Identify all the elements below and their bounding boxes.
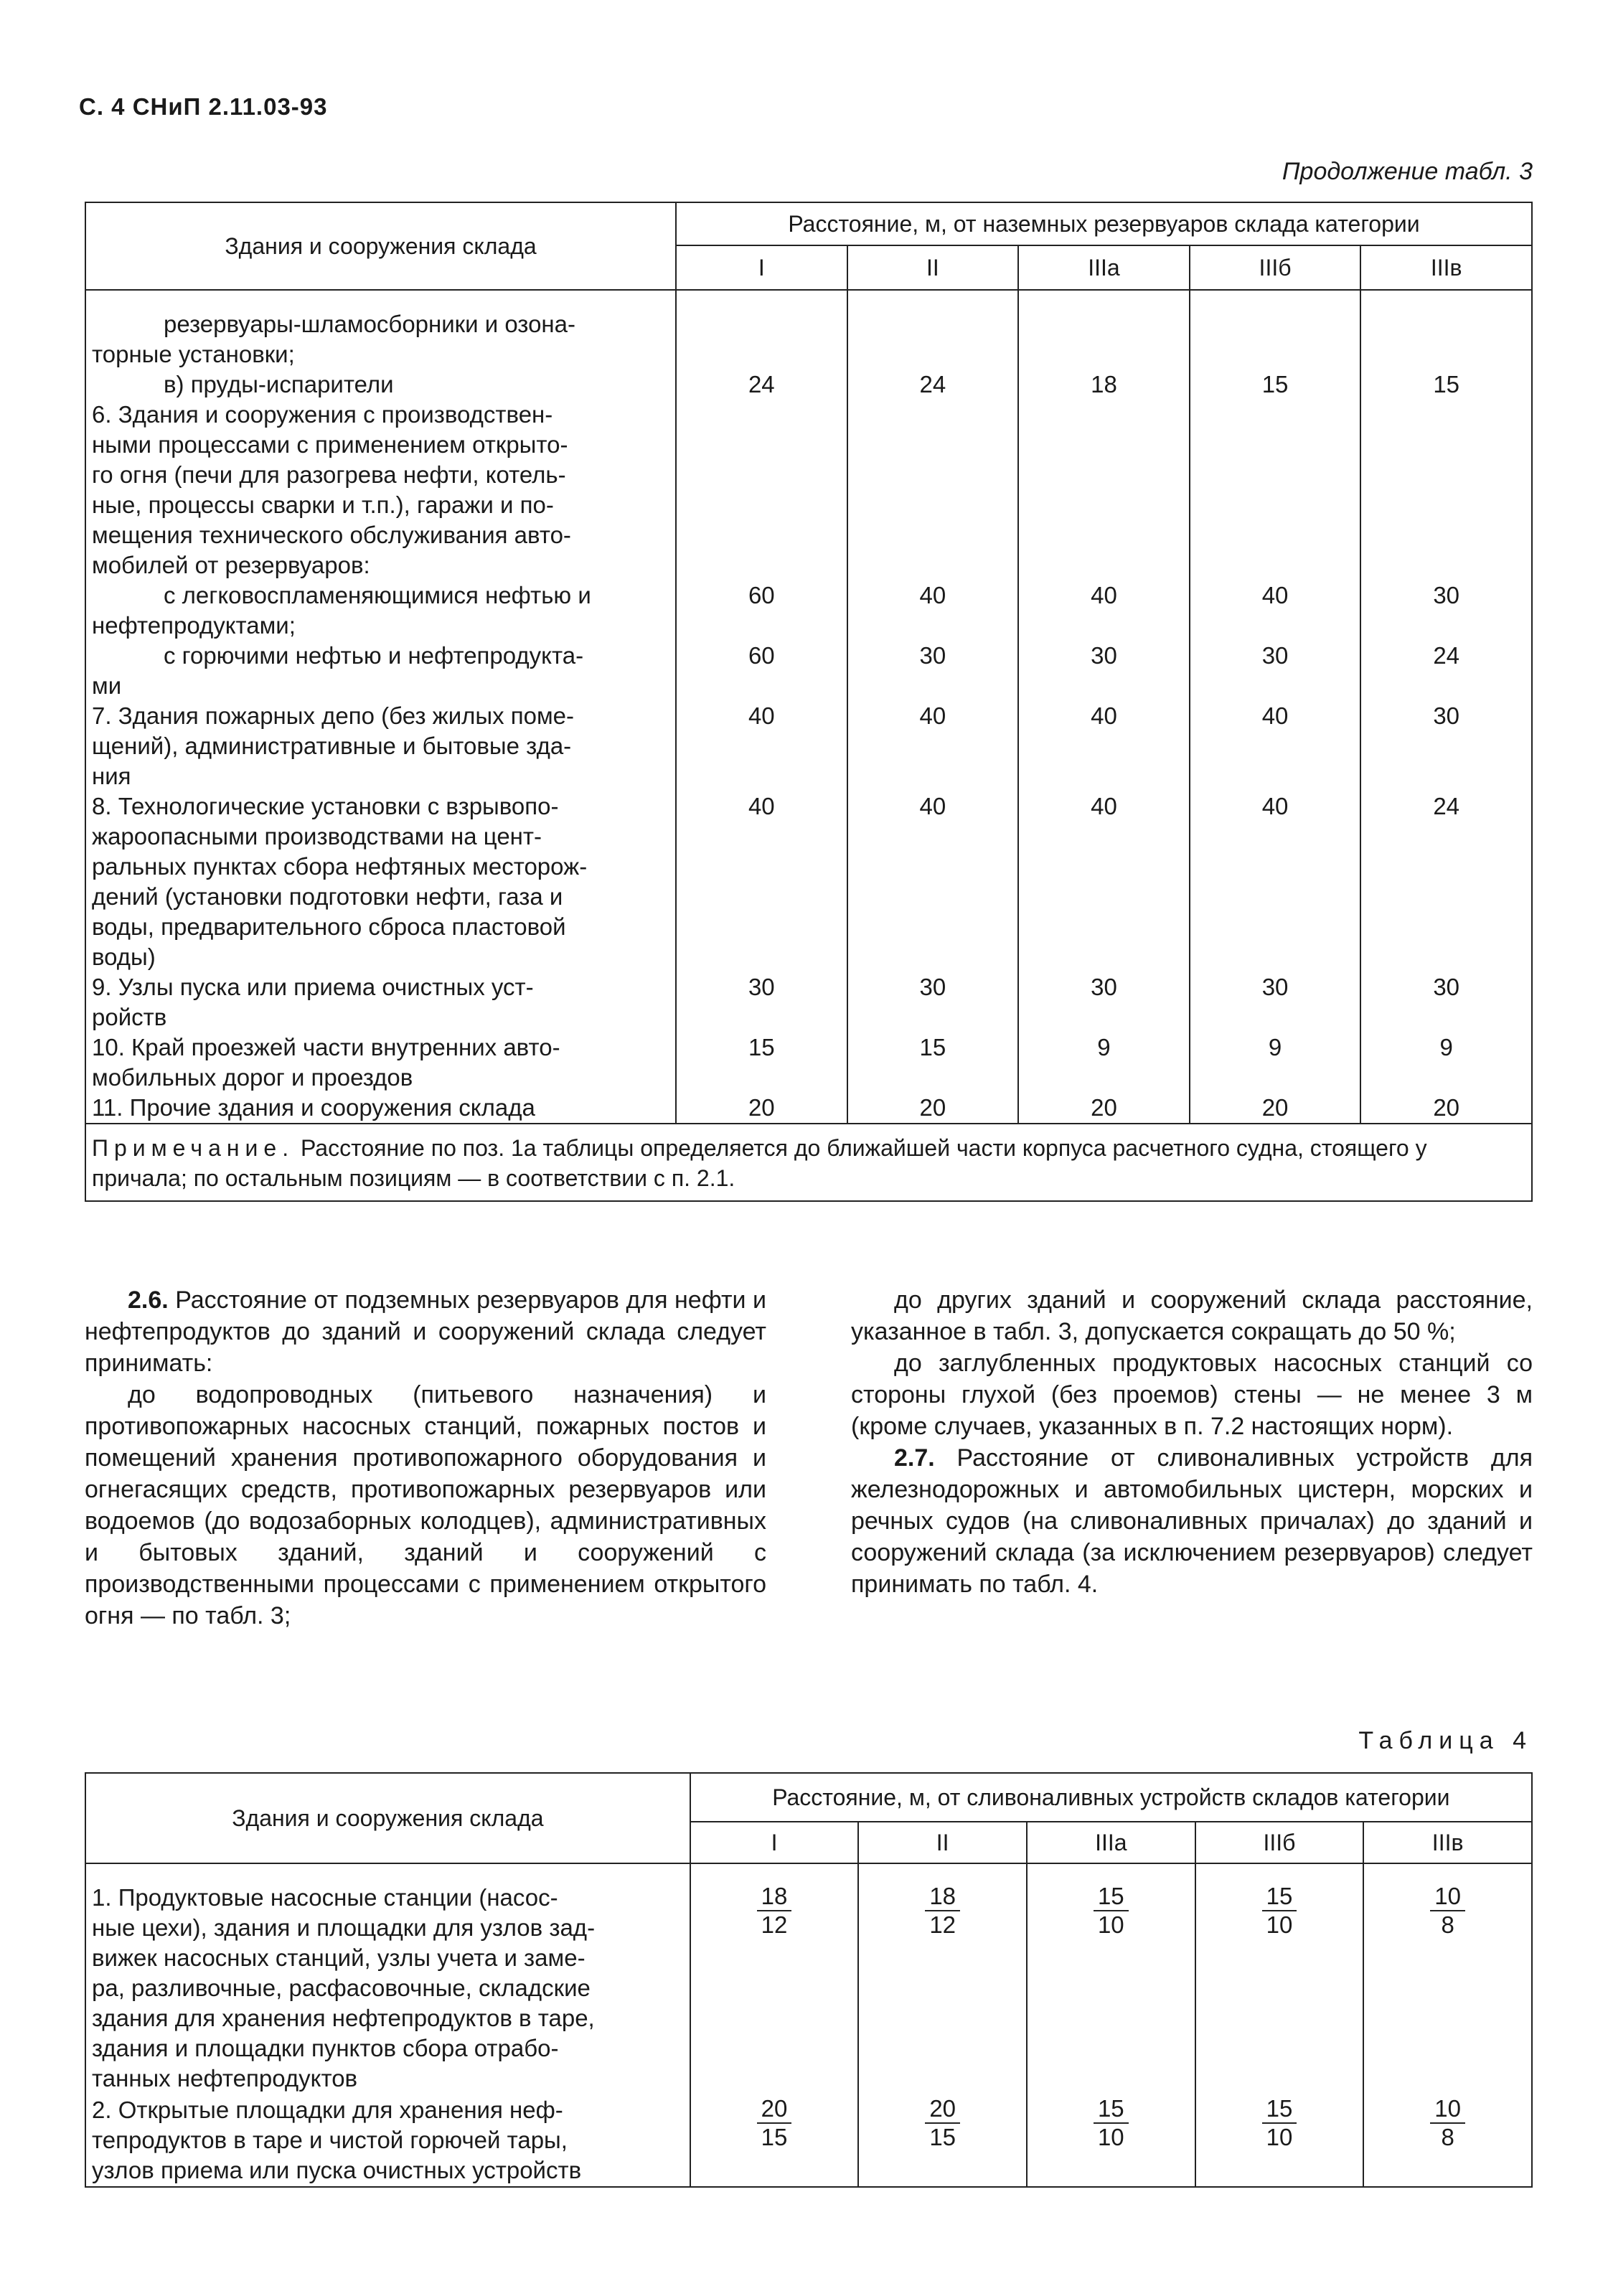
row-label-line: 10. Край проезжей части внутренних авто- (92, 1034, 560, 1060)
cell-value (1360, 290, 1532, 370)
table-row (85, 2094, 1532, 2187)
table-row (85, 290, 1532, 370)
table4-group-header: Расстояние, м, от сливоналивных устройств складов категории (690, 1773, 1532, 1822)
row-label-line: ральных пунктах сбора нефтяных месторож- (92, 853, 588, 880)
cell-value: 60 (676, 641, 847, 701)
fraction-numerator: 20 (757, 2095, 792, 2124)
cell-value: 30 (1018, 641, 1190, 701)
row-label (85, 641, 676, 701)
cell-value (1190, 400, 1361, 580)
row-label-line: дений (установки подготовки нефти, газа и (92, 883, 563, 910)
cell-value: 15 (1433, 371, 1460, 397)
row-label-line: воды, предварительного сброса пластовой (92, 913, 566, 940)
cell-value: 30 (1433, 702, 1460, 729)
cell-value (1195, 2094, 1364, 2187)
cell-value: 9 (1018, 1032, 1190, 1093)
row-label-line: 8. Технологические установки с взрывопо- (92, 793, 559, 819)
table3-col-name-header: Здания и сооружения склада (85, 202, 676, 290)
paragraph (851, 1347, 1533, 1442)
row-label (85, 580, 676, 641)
table4-label: Таблица 4 (1358, 1727, 1533, 1754)
row-label-line: 2. Открытые площадки для хранения неф- (92, 2097, 563, 2123)
fraction (1094, 2095, 1129, 2151)
category-header: II (847, 245, 1019, 290)
cell-value (1195, 1863, 1364, 2094)
fraction-denominator: 15 (761, 2124, 788, 2150)
cell-value: 30 (1433, 582, 1460, 608)
table3-note (85, 1124, 1532, 1201)
row-label-line: го огня (печи для разогрева нефти, котель- (92, 461, 566, 488)
clause-number: 2.6. (128, 1286, 169, 1314)
fraction-denominator: 10 (1266, 2124, 1293, 2150)
fraction-numerator: 15 (1262, 2095, 1297, 2124)
row-label-line: 11. Прочие здания и сооружения склада (92, 1094, 535, 1121)
fraction (1262, 2095, 1297, 2151)
row-label (85, 1863, 690, 2094)
paragraph-text: Расстояние от сливоналивных устройств для железнодорожных и автомобильных цистерн, морских и речных судов (на сливоналивных причалах) до зданий и сооружений склада (за исключением резервуаров) следует принимать по табл. 4. (851, 1444, 1533, 1598)
fraction-numerator: 20 (925, 2095, 960, 2124)
cell-value: 24 (676, 370, 847, 400)
row-label-line: ния (92, 763, 131, 789)
table-row (85, 1093, 1532, 1124)
cell-value (1018, 290, 1190, 370)
cell-value (1190, 290, 1361, 370)
cell-value: 20 (1190, 1093, 1361, 1124)
row-label (85, 972, 676, 1032)
category-header: IIIв (1360, 245, 1532, 290)
cell-value: 40 (676, 701, 847, 791)
row-label-line: ными процессами с применением открыто- (92, 431, 568, 458)
table-row (85, 791, 1532, 972)
fraction (757, 2095, 792, 2151)
row-label-line: с легковоспламеняющимися нефтью и (164, 582, 591, 608)
cell-value (1360, 400, 1532, 580)
row-label-line: торные установки; (92, 341, 295, 367)
category-header: IIIа (1027, 1822, 1195, 1863)
cell-value: 40 (847, 580, 1019, 641)
cell-value: 18 (1018, 370, 1190, 400)
cell-value: 30 (847, 641, 1019, 701)
note-label: Примечание. (92, 1135, 295, 1161)
fraction (1094, 1883, 1129, 1939)
row-label-line: 9. Узлы пуска или приема очистных уст- (92, 974, 534, 1000)
table-row (85, 370, 1532, 400)
cell-value (676, 290, 847, 370)
row-label-line: 1. Продуктовые насосные станции (насос- (92, 1884, 558, 1911)
cell-value (690, 2094, 859, 2187)
paragraph-text: Расстояние от подземных резервуаров для нефти и нефтепродуктов до зданий и сооружений склада следует принимать: (85, 1286, 766, 1377)
fraction-denominator: 15 (929, 2124, 956, 2150)
paragraph (851, 1284, 1533, 1347)
table-row (85, 701, 1532, 791)
cell-value: 30 (676, 972, 847, 1032)
cell-value: 40 (1190, 580, 1361, 641)
row-label-line: резервуары-шламосборники и озона- (164, 311, 575, 337)
row-label-line: щений), административные и бытовые зда- (92, 733, 572, 759)
table-row (85, 1863, 1532, 2094)
cell-value: 20 (676, 1093, 847, 1124)
cell-value: 30 (1018, 972, 1190, 1032)
text-column-left (85, 1284, 766, 1632)
category-header: IIIб (1190, 245, 1361, 290)
row-label-line: воды) (92, 944, 156, 970)
category-header: II (858, 1822, 1027, 1863)
cell-value: 30 (1190, 972, 1361, 1032)
row-label-line: мобилей от резервуаров: (92, 552, 370, 578)
row-label-line: с горючими нефтью и нефтепродукта- (164, 642, 584, 669)
cell-value: 15 (1190, 370, 1361, 400)
fraction (757, 1883, 792, 1939)
cell-value (847, 400, 1019, 580)
fraction-numerator: 15 (1094, 2095, 1129, 2124)
fraction-denominator: 12 (761, 1911, 788, 1938)
row-label-line: ми (92, 672, 122, 699)
table4-col-name-header: Здания и сооружения склада (85, 1773, 690, 1863)
paragraph-text: до заглубленных продуктовых насосных станций со стороны глухой (без проемов) стены — не менее 3 м (кроме случаев, указанных в п. 7.2 настоящих норм). (851, 1350, 1533, 1440)
cell-value: 40 (1018, 580, 1190, 641)
row-label-line: здания и площадки пунктов сбора отрабо- (92, 2035, 559, 2061)
fraction-numerator: 10 (1430, 2095, 1465, 2124)
table-row (85, 400, 1532, 580)
row-label-line: ные, процессы сварки и т.п.), гаражи и по- (92, 491, 554, 518)
cell-value: 40 (1190, 791, 1361, 972)
fraction (1262, 1883, 1297, 1939)
cell-value: 24 (1433, 642, 1460, 669)
fraction-numerator: 18 (757, 1883, 792, 1911)
cell-value (847, 290, 1019, 370)
row-label-line: жароопасными производствами на цент- (92, 823, 542, 850)
cell-value (1027, 2094, 1195, 2187)
row-label-line: вижек насосных станций, узлы учета и заме- (92, 1944, 586, 1971)
row-label (85, 701, 676, 791)
table-row (85, 580, 1532, 641)
category-header: I (676, 245, 847, 290)
cell-value: 40 (847, 701, 1019, 791)
cell-value: 40 (1190, 701, 1361, 791)
table-row (85, 641, 1532, 701)
table3-group-header: Расстояние, м, от наземных резервуаров склада категории (676, 202, 1532, 245)
cell-value: 40 (1018, 701, 1190, 791)
cell-value (1363, 1863, 1532, 2094)
category-header: IIIб (1195, 1822, 1364, 1863)
cell-value: 40 (1018, 791, 1190, 972)
fraction-denominator: 10 (1097, 2124, 1124, 2150)
cell-value: 40 (847, 791, 1019, 972)
paragraph (851, 1442, 1533, 1600)
fraction (925, 1883, 960, 1939)
row-label-line: нефтепродуктами; (92, 612, 296, 639)
fraction-denominator: 8 (1441, 1911, 1454, 1938)
fraction-denominator: 8 (1441, 2124, 1454, 2150)
paragraph-text: до других зданий и сооружений склада расстояние, указанное в табл. 3, допускается сокращать до 50 %; (851, 1286, 1533, 1345)
category-header: IIIв (1363, 1822, 1532, 1863)
fraction-numerator: 15 (1094, 1883, 1129, 1911)
paragraph (85, 1379, 766, 1632)
row-label (85, 791, 676, 972)
table-3 (85, 202, 1533, 1202)
category-header: I (690, 1822, 859, 1863)
fraction-numerator: 15 (1262, 1883, 1297, 1911)
cell-value: 30 (1190, 641, 1361, 701)
cell-value (1018, 400, 1190, 580)
cell-value: 30 (847, 972, 1019, 1032)
row-label-line: ра, разливочные, расфасовочные, складские (92, 1975, 591, 2001)
row-label (85, 370, 676, 400)
cell-value (858, 2094, 1027, 2187)
row-label-line: тепродуктов в таре и чистой горючей тары, (92, 2127, 568, 2153)
category-header: IIIа (1018, 245, 1190, 290)
table-row (85, 972, 1532, 1032)
row-label-line: мещения технического обслуживания авто- (92, 522, 571, 548)
row-label (85, 400, 676, 580)
cell-value (690, 1863, 859, 2094)
row-label-line: 7. Здания пожарных депо (без жилых поме- (92, 702, 575, 729)
row-label-line: 6. Здания и сооружения с производствен- (92, 401, 553, 428)
row-label (85, 1093, 676, 1124)
text-column-right (851, 1284, 1533, 1600)
cell-value: 40 (676, 791, 847, 972)
cell-value: 24 (1433, 793, 1460, 819)
cell-value: 9 (1190, 1032, 1361, 1093)
row-label-line: ройств (92, 1004, 167, 1030)
row-label (85, 290, 676, 370)
cell-value (676, 400, 847, 580)
table-row (85, 1032, 1532, 1093)
cell-value: 9 (1439, 1034, 1453, 1060)
cell-value: 20 (847, 1093, 1019, 1124)
fraction-numerator: 18 (925, 1883, 960, 1911)
row-label-line: узлов приема или пуска очистных устройств (92, 2157, 582, 2183)
cell-value (858, 1863, 1027, 2094)
fraction (1430, 1883, 1465, 1939)
row-label (85, 1032, 676, 1093)
row-label-line: ные цехи), здания и площадки для узлов зад- (92, 1914, 596, 1941)
table-4 (85, 1772, 1533, 2188)
row-label-line: танных нефтепродуктов (92, 2065, 358, 2092)
row-label (85, 2094, 690, 2187)
row-label-line: мобильных дорог и проездов (92, 1064, 413, 1091)
cell-value (1363, 2094, 1532, 2187)
clause-number: 2.7. (894, 1444, 935, 1472)
paragraph (85, 1284, 766, 1379)
paragraph-text: до водопроводных (питьевого назначения) и противопожарных насосных станций, пожарных постов и помещений хранения противопожарного оборудования и огнегасящих средств, противопожарных резервуаров или водоемов (до водозаборных колодцев), административных и бытовых зданий, зданий и сооружений с производственными процессами с применением открытого огня — по табл. 3; (85, 1381, 766, 1629)
cell-value: 30 (1433, 974, 1460, 1000)
cell-value: 60 (676, 580, 847, 641)
cell-value: 20 (1018, 1093, 1190, 1124)
fraction-denominator: 10 (1097, 1911, 1124, 1938)
cell-value: 24 (847, 370, 1019, 400)
note-text: Расстояние по поз. 1а таблицы определяется до ближайшей части корпуса расчетного судна, стоящего у причала; по остальным позициям — в соответствии с п. 2.1. (92, 1135, 1427, 1191)
cell-value (1027, 1863, 1195, 2094)
fraction-denominator: 12 (929, 1911, 956, 1938)
fraction (925, 2095, 960, 2151)
page-header: С. 4 СНиП 2.11.03-93 (79, 93, 328, 120)
row-label-line: в) пруды-испарители (164, 371, 394, 397)
table3-continuation-label: Продолжение табл. 3 (1282, 158, 1533, 185)
fraction-denominator: 10 (1266, 1911, 1293, 1938)
row-label-line: здания для хранения нефтепродуктов в таре, (92, 2005, 595, 2031)
fraction (1430, 2095, 1465, 2151)
cell-value: 15 (847, 1032, 1019, 1093)
fraction-numerator: 10 (1430, 1883, 1465, 1911)
cell-value: 20 (1433, 1094, 1460, 1121)
cell-value: 15 (676, 1032, 847, 1093)
